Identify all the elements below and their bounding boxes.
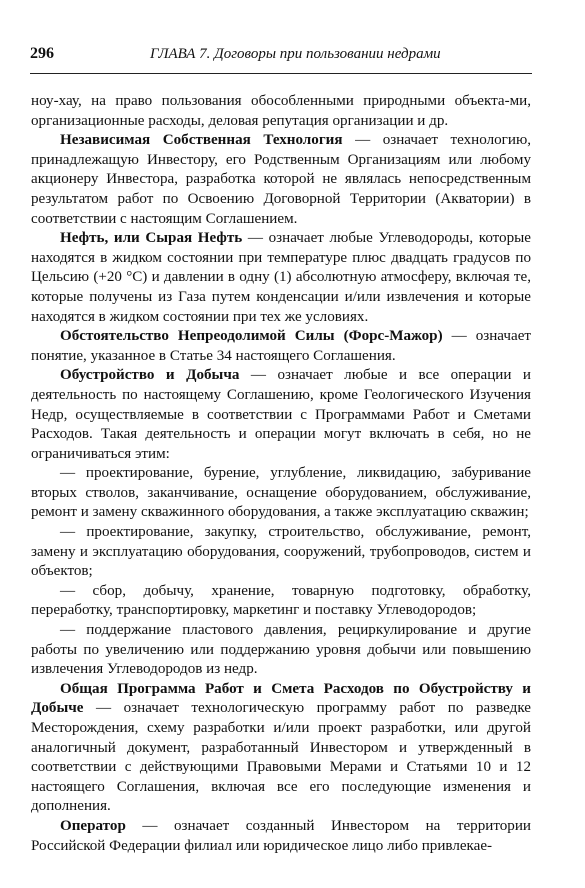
page-header (30, 44, 530, 64)
paragraph-text: — означает любые и все операции и деятельность по настоящему Соглашению, кроме Геологического Изучения Недр, осуществляемые в соответствии с Программами Работ и Сметами Расходов. Такая деятельность и операции могут включать в себя, но не ограничиваться этим: (31, 367, 531, 462)
header-rule (30, 73, 532, 74)
paragraph-text: — сбор, добычу, хранение, товарную подготовку, обработку, переработку, транспортировку, маркетинг и поставку Углеводородов; (31, 582, 531, 619)
paragraph-text: — означает созданный Инвестором на территории Российской Федерации филиал или юридическое лицо либо привлекае- (31, 817, 531, 854)
list-item (31, 523, 531, 582)
defined-term: Независимая Собственная Технология (60, 132, 343, 149)
paragraph (31, 680, 531, 817)
paragraph (31, 366, 531, 464)
defined-term: Оператор (60, 817, 126, 834)
page-number: 296 (30, 45, 54, 62)
page-body (31, 92, 531, 856)
defined-term: Обустройство и Добыча (60, 367, 240, 384)
paragraph-text: — означает понятие, указанное в Статье 34 настоящего Соглашения. (31, 328, 531, 364)
paragraph-text: — означает технологическую программу работ по разведке Месторождения, схему разработки и/или проект разработки, или другой аналогичный документ, разработанный Инвестором и утвержденный в соответствии с действующими Правовыми Мерами и Статьями 10 и 12 настоящего Соглашения, включая все его последующие изменения и дополнения. (31, 700, 531, 815)
paragraph-text: — означает технологию, принадлежащую Инвестору, его Родственным Организациям или любому акционеру Инвестора, разработка которой не являлась непосредственным результатом работ по Освоению Договорной Территории (Акватории) в соответствии с настоящим Соглашением. (31, 132, 531, 227)
paragraph (31, 327, 531, 366)
running-title: ГЛАВА 7. Договоры при пользовании недрами (150, 46, 441, 62)
paragraph-text: ноу-хау, на право пользования обособленными природными объекта-ми, организационные расходы, деловая репутация организации и др. (31, 93, 531, 129)
list-item (31, 464, 531, 523)
defined-term: Общая Программа Работ и Смета Расходов по Обустройству и Добыче (31, 680, 531, 717)
paragraph-text: — поддержание пластового давления, рециркулирование и другие работы по увеличению или поддержанию уровня добычи или повышению извлечения Углеводородов из недр. (31, 622, 531, 678)
paragraph (31, 229, 531, 327)
defined-term: Обстоятельство Непреодолимой Силы (Форс-Мажор) (60, 328, 443, 345)
paragraph (31, 92, 531, 131)
paragraph-text: — проектирование, закупку, строительство, обслуживание, ремонт, замену и эксплуатацию оборудования, сооружений, трубопроводов, систем и объектов; (31, 524, 531, 580)
list-item (31, 582, 531, 621)
defined-term: Нефть, или Сырая Нефть (60, 230, 243, 247)
paragraph (31, 817, 531, 856)
paragraph-text: — означает любые Углеводороды, которые находятся в жидком состоянии при температуре плюс двадцать градусов по Цельсию (+20 °С) и давлении в одну (1) абсолютную атмосферу, включая те, которые получены из Газа путем конденсации и/или извлечения и которые находятся в жидком состоянии при тех же условиях. (31, 230, 531, 325)
paragraph-text: — проектирование, бурение, углубление, ликвидацию, забуривание вторых стволов, заканчивание, оснащение оборудованием, обслуживание, ремонт и замену скважинного оборудования, а также эксплуатацию скважин; (31, 465, 531, 521)
list-item (31, 621, 531, 680)
paragraph (31, 131, 531, 229)
